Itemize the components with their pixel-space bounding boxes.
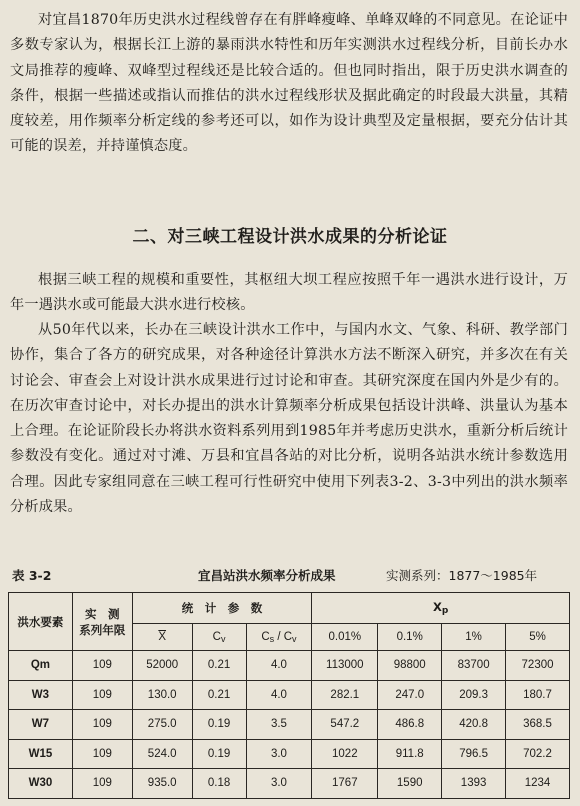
cell-p1: 1393 [442,769,506,799]
header-p01: 0.1% [378,624,442,651]
cell-years: 109 [72,710,132,740]
cell-element: W30 [9,769,73,799]
cell-p001: 113000 [312,651,378,681]
header-xp-sub: p [441,606,449,616]
table-row [9,739,570,769]
header-years-line1: 实 测 [85,606,120,621]
table-row [9,680,570,710]
cell-element: Qm [9,651,73,681]
header-p001: 0.01% [312,624,378,651]
cell-p01: 247.0 [378,680,442,710]
header-cs-sub: s [269,633,275,644]
cell-cs-cv: 4.0 [246,680,312,710]
cell-years: 109 [72,680,132,710]
cell-cs-cv: 3.0 [246,769,312,799]
paragraph-historical-flood-hydrograph: 对宜昌1870年历史洪水过程线曾存在有胖峰瘦峰、单峰双峰的不同意见。在论证中多数专家认为，根据长江上游的暴雨洪水特性和历年实测洪水过程线分析，目前长办水文局推荐的瘦峰、双峰型过程线还是比较合适的。但也同时指出，限于历史洪水调查的条件，根据一些描述或指认而推估的洪水过程线形状及据此确定的时段最大洪量，其精度较差，用作频率分析定线的参考还可以，如作为设计典型及定量根据，要充分估计其可能的误差，并持谨慎态度。 [10,12,568,155]
header-stats-group: 统 计 参 数 [132,593,312,624]
cell-p01: 1590 [378,769,442,799]
cell-cv: 0.21 [192,651,246,681]
header-xbar [132,624,192,651]
table-row [9,651,570,681]
header-xbar-symbol: $\overline{X}$ [158,631,167,643]
cell-xbar: 52000 [132,651,192,681]
header-cv2-sub: v [292,633,297,644]
cell-p5: 702.2 [506,739,570,769]
header-years [72,593,132,651]
cell-p01: 911.8 [378,739,442,769]
table-title: 宜昌站洪水频率分析成果 [198,568,336,583]
cell-p001: 1022 [312,739,378,769]
table-header-row [9,593,570,624]
cell-p1: 209.3 [442,680,506,710]
header-element: 洪水要素 [9,593,73,651]
cell-xbar: 275.0 [132,710,192,740]
section-heading: 二、对三峡工程设计洪水成果的分析论证 [132,227,448,247]
cell-element: W15 [9,739,73,769]
cell-p5: 368.5 [506,710,570,740]
cell-p1: 83700 [442,651,506,681]
cell-p1: 796.5 [442,739,506,769]
header-cs-slash: / C [274,630,293,643]
header-cv-main: C [212,630,221,643]
cell-p5: 180.7 [506,680,570,710]
cell-p01: 98800 [378,651,442,681]
paragraph-analysis-review: 从50年代以来，长办在三峡设计洪水工作中，与国内水文、气象、科研、教学部门协作，集合了各方的研究成果，对各种途径计算洪水方法不断深入研究，并多次在有关讨论会、审查会上对设计洪水成果进行过讨论和审查。其研究深度在国内外是少有的。在历次审查讨论中，对长办提出的洪水计算频率分析成果包括设计洪峰、洪量认为基本上合理。在论证阶段长办将洪水资料系列用到1985年并考虑历史洪水，重新分析后统计参数没有变化。通过对寸滩、万县和宜昌各站的对比分析，说明各站洪水统计参数选用合理。因此专家组同意在三峡工程可行性研究中使用下列表3-2、3-3中列出的洪水频率分析成果。 [10,322,568,516]
flood-frequency-table [8,592,570,799]
cell-xbar: 130.0 [132,680,192,710]
header-years-line2: 系列年限 [79,622,126,637]
table-caption [12,566,568,584]
cell-cv: 0.21 [192,680,246,710]
header-xp-main: X [433,600,442,614]
header-p1: 1% [442,624,506,651]
table-row [9,710,570,740]
cell-p5: 72300 [506,651,570,681]
cell-years: 109 [72,769,132,799]
cell-p001: 547.2 [312,710,378,740]
cell-xbar: 524.0 [132,739,192,769]
table-label: 表 3-2 [12,568,52,583]
cell-p001: 282.1 [312,680,378,710]
cell-p1: 420.8 [442,710,506,740]
header-p5: 5% [506,624,570,651]
table-row [9,769,570,799]
header-cv [192,624,246,651]
cell-cv: 0.19 [192,739,246,769]
cell-p001: 1767 [312,769,378,799]
header-xp [312,593,570,624]
header-cs-main: C [261,630,270,643]
cell-cv: 0.18 [192,769,246,799]
table-series-note: 实测系列：1877～1985年 [386,568,538,583]
cell-cv: 0.19 [192,710,246,740]
header-cs-cv [246,624,312,651]
cell-p01: 486.8 [378,710,442,740]
cell-element: W7 [9,710,73,740]
cell-years: 109 [72,739,132,769]
cell-xbar: 935.0 [132,769,192,799]
cell-years: 109 [72,651,132,681]
header-cv-sub: v [220,633,226,644]
cell-cs-cv: 4.0 [246,651,312,681]
cell-p5: 1234 [506,769,570,799]
cell-cs-cv: 3.5 [246,710,312,740]
cell-cs-cv: 3.0 [246,739,312,769]
paragraph-design-standard: 根据三峡工程的规模和重要性，其枢纽大坝工程应按照千年一遇洪水进行设计，万年一遇洪水或可能最大洪水进行校核。 [10,272,568,314]
cell-element: W3 [9,680,73,710]
